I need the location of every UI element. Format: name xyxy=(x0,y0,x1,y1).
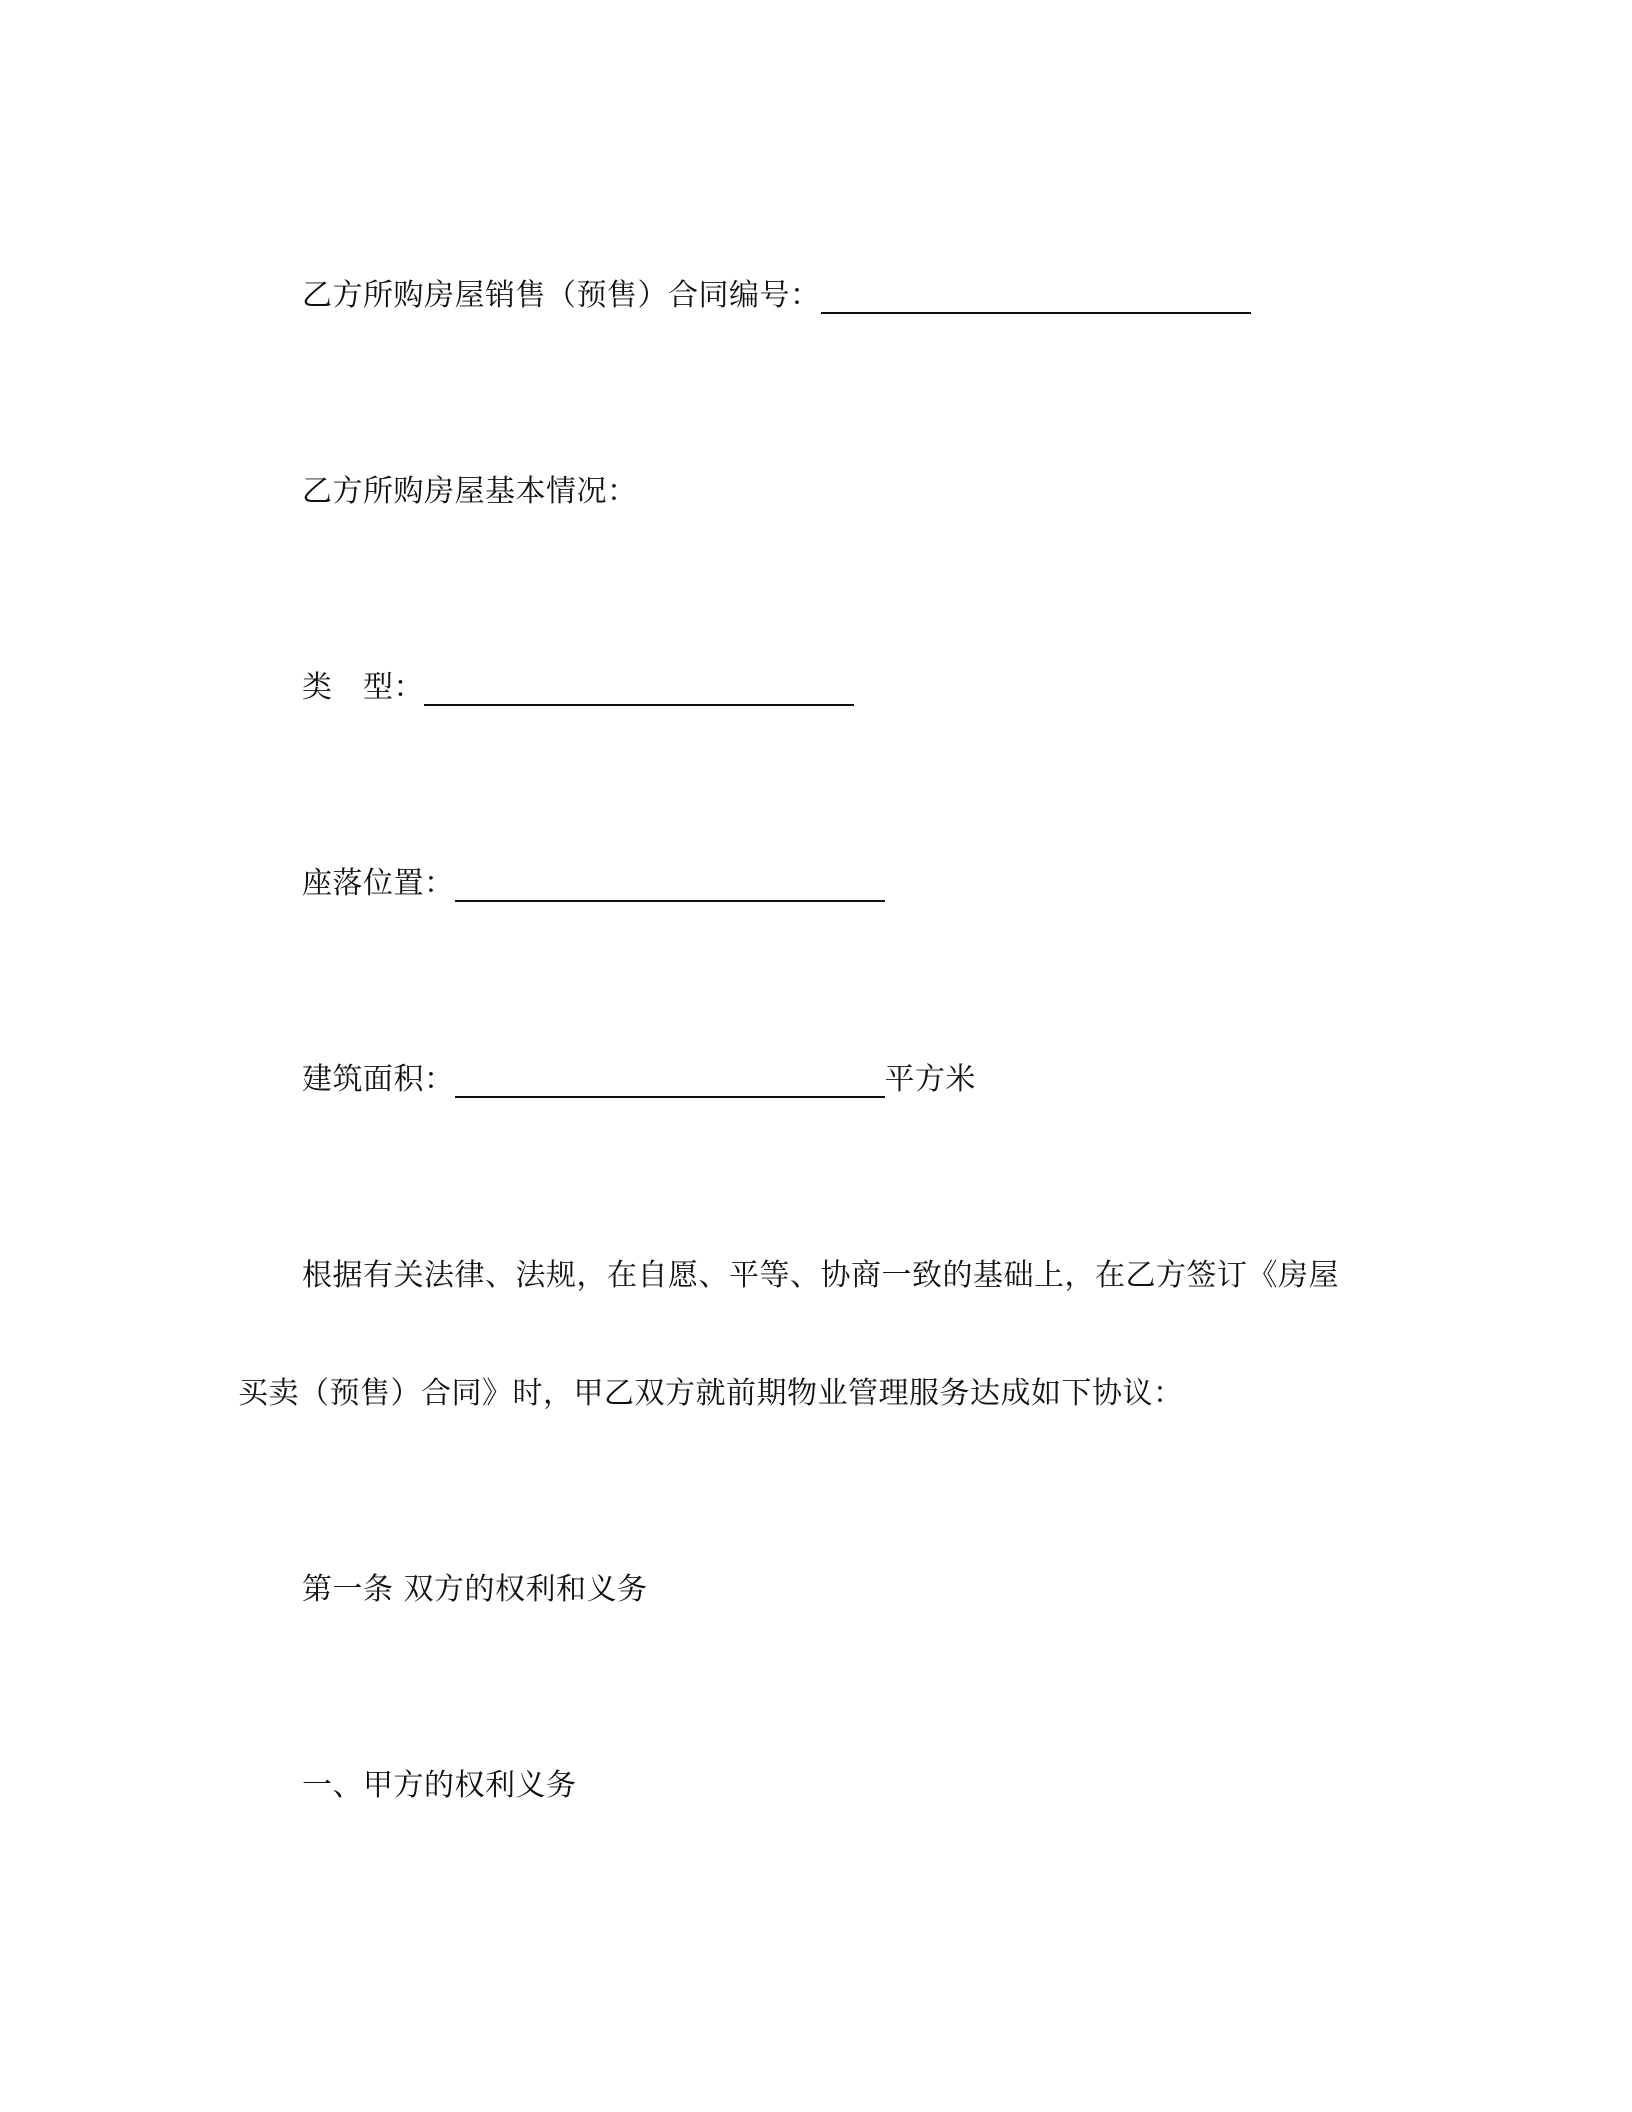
type-blank[interactable] xyxy=(424,670,854,706)
preamble-line-1: 根据有关法律、法规，在自愿、平等、协商一致的基础上，在乙方签订《房屋 xyxy=(302,1258,1339,1293)
location-line xyxy=(302,864,885,904)
area-blank[interactable] xyxy=(455,1062,885,1098)
area-label: 建筑面积： xyxy=(302,1062,455,1097)
basic-info-heading: 乙方所购房屋基本情况： xyxy=(302,474,638,509)
type-line xyxy=(302,668,854,708)
party-a-heading: 一、甲方的权利义务 xyxy=(302,1768,577,1803)
type-label: 类 型： xyxy=(302,670,424,705)
area-line xyxy=(302,1060,976,1100)
contract-number-blank[interactable] xyxy=(821,278,1251,314)
preamble-line-2: 买卖（预售）合同》时，甲乙双方就前期物业管理服务达成如下协议： xyxy=(238,1376,1184,1411)
area-unit: 平方米 xyxy=(884,1062,976,1097)
contract-number-line xyxy=(302,276,1251,316)
contract-number-label: 乙方所购房屋销售（预售）合同编号： xyxy=(302,278,821,313)
article-1-title: 第一条 双方的权利和义务 xyxy=(302,1572,648,1607)
location-blank[interactable] xyxy=(455,866,885,902)
location-label: 座落位置： xyxy=(302,866,455,901)
